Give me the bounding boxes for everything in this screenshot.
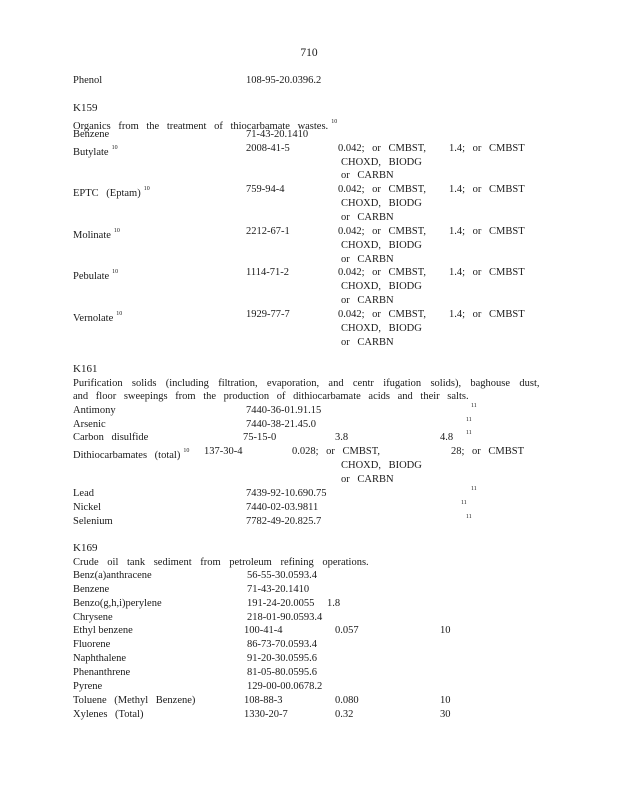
table-row-cas: 1330-20-7 <box>244 709 288 720</box>
table-row-ww: or CARBN <box>341 170 394 181</box>
antimony-name: Antimony <box>73 405 116 416</box>
table-row-name: Vernolate $^{10}$ <box>73 311 123 324</box>
dithiocarbamates-ww: CHOXD, BIODG <box>341 460 422 471</box>
table-row-values: 191-24-20.0055 <box>247 598 315 609</box>
table-row-name: Pebulate $^{10}$ <box>73 269 119 282</box>
carbon-disulfide-ww: 3.8 <box>335 432 349 443</box>
footnote-marker: 11 <box>461 500 467 506</box>
table-row-nww: 10 <box>440 625 451 636</box>
table-row-ww: CHOXD, BIODG <box>341 157 422 168</box>
arsenic-values: 7440-38-21.45.0 <box>246 419 316 430</box>
k161-code: K161 <box>73 363 98 375</box>
table-row-ww: or CARBN <box>341 337 394 348</box>
table-row-ww: 0.080 <box>335 695 359 706</box>
table-row-name: Fluorene <box>73 639 111 650</box>
table-row-name: Ethyl benzene <box>73 625 133 636</box>
selenium-values: 7782-49-20.825.7 <box>246 516 322 527</box>
k169-code: K169 <box>73 542 98 554</box>
table-row-values: 86-73-70.0593.4 <box>247 639 317 650</box>
table-row-nww: 1.4; or CMBST <box>449 309 525 320</box>
selenium-name: Selenium <box>73 516 113 527</box>
footnote-marker: 11 <box>471 403 477 409</box>
k161-description-line1: Purification solids (including filtration, evaporation, and centr ifugation solids), baghouse dust, <box>73 378 540 389</box>
table-row-values: 81-05-80.0595.6 <box>247 667 317 678</box>
k169-description: Crude oil tank sediment from petroleum refining operations. <box>73 557 369 568</box>
k159-benzene-values: 71-43-20.1410 <box>246 129 309 140</box>
table-row-cas: 1114-71-2 <box>246 267 289 278</box>
dithiocarbamates-cas: 137-30-4 <box>204 446 243 457</box>
k161-description-line2: and floor sweepings from the production of dithiocarbamate acids and their salts. <box>73 391 469 402</box>
antimony-values: 7440-36-01.91.15 <box>246 405 322 416</box>
table-row-cas: 759-94-4 <box>246 184 285 195</box>
table-row-nww: 1.4; or CMBST <box>449 184 525 195</box>
arsenic-name: Arsenic <box>73 419 106 430</box>
table-row-name: Pyrene <box>73 681 103 692</box>
carbon-disulfide-nww: 4.8 <box>440 432 454 443</box>
lead-name: Lead <box>73 488 94 499</box>
table-row-ww: CHOXD, BIODG <box>341 198 422 209</box>
table-row-nww: 10 <box>440 695 451 706</box>
carbon-disulfide-cas: 75-15-0 <box>243 432 277 443</box>
table-row-ww: or CARBN <box>341 212 394 223</box>
nickel-values: 7440-02-03.9811 <box>246 502 319 513</box>
dithiocarbamates-ww: 0.028; or CMBST, <box>292 446 380 457</box>
table-row-name: Butylate $^{10}$ <box>73 145 118 158</box>
table-row-cas: 2212-67-1 <box>246 226 290 237</box>
table-row-ww: 0.32 <box>335 709 354 720</box>
table-row-nww: 1.4; or CMBST <box>449 226 525 237</box>
table-row-ww: 0.042; or CMBST, <box>338 184 426 195</box>
table-row-name: Xylenes (Total) <box>73 709 144 720</box>
dithiocarbamates-ww: or CARBN <box>341 474 394 485</box>
table-row-cas: 1929-77-7 <box>246 309 290 320</box>
footnote-marker: 11 <box>471 486 477 492</box>
phenol-name: Phenol <box>73 75 103 86</box>
table-row-cas: 2008-41-5 <box>246 143 290 154</box>
table-row-nww: 1.4; or CMBST <box>449 143 525 154</box>
table-row-name: Phenanthrene <box>73 667 131 678</box>
footnote-marker: 11 <box>466 417 472 423</box>
table-row-values: 71-43-20.1410 <box>247 584 310 595</box>
table-row-values: 218-01-90.0593.4 <box>247 612 323 623</box>
table-row-ww: 0.042; or CMBST, <box>338 267 426 278</box>
k159-description: Organics from the treatment of thiocarbamate wastes. $^{10}$ <box>73 119 338 132</box>
table-row-name: EPTC (Eptam) $^{10}$ <box>73 186 150 199</box>
table-row-name: Chrysene <box>73 612 113 623</box>
table-row-values: 129-00-00.0678.2 <box>247 681 323 692</box>
table-row-ww: CHOXD, BIODG <box>341 323 422 334</box>
table-row-nww: 1.4; or CMBST <box>449 267 525 278</box>
k159-benzene-name: Benzene <box>73 129 110 140</box>
table-row-ww: or CARBN <box>341 295 394 306</box>
table-row-cas: 108-88-3 <box>244 695 283 706</box>
table-row-ww: CHOXD, BIODG <box>341 240 422 251</box>
table-row-cas: 100-41-4 <box>244 625 283 636</box>
lead-values: 7439-92-10.690.75 <box>246 488 327 499</box>
table-row-name: Benzo(g,h,i)perylene <box>73 598 162 609</box>
table-row-nww: 30 <box>440 709 451 720</box>
table-row-ww: CHOXD, BIODG <box>341 281 422 292</box>
table-row-ww: 0.042; or CMBST, <box>338 309 426 320</box>
page-number: 710 <box>300 47 318 59</box>
nickel-name: Nickel <box>73 502 101 513</box>
table-row-name: Naphthalene <box>73 653 127 664</box>
footnote-marker: 11 <box>466 430 472 436</box>
table-row-values: 56-55-30.0593.4 <box>247 570 317 581</box>
carbon-disulfide-name: Carbon disulfide <box>73 432 149 443</box>
dithiocarbamates-nww: 28; or CMBST <box>451 446 525 457</box>
footnote-marker: 11 <box>466 514 472 520</box>
table-row-name: Toluene (Methyl Benzene) <box>73 695 196 706</box>
table-row-ww: 0.057 <box>335 625 359 636</box>
table-row-name: Benzene <box>73 584 110 595</box>
table-row-ww: 0.042; or CMBST, <box>338 226 426 237</box>
table-row-ww: 0.042; or CMBST, <box>338 143 426 154</box>
k159-code: K159 <box>73 102 98 114</box>
dithiocarbamates-name: Dithiocarbamates (total) $^{10}$ <box>73 448 190 461</box>
table-row-name: Molinate $^{10}$ <box>73 228 120 241</box>
table-row-name: Benz(a)anthracene <box>73 570 152 581</box>
phenol-values: 108-95-20.0396.2 <box>246 75 322 86</box>
table-row-extra: 1.8 <box>327 598 341 609</box>
table-row-values: 91-20-30.0595.6 <box>247 653 317 664</box>
table-row-ww: or CARBN <box>341 254 394 265</box>
